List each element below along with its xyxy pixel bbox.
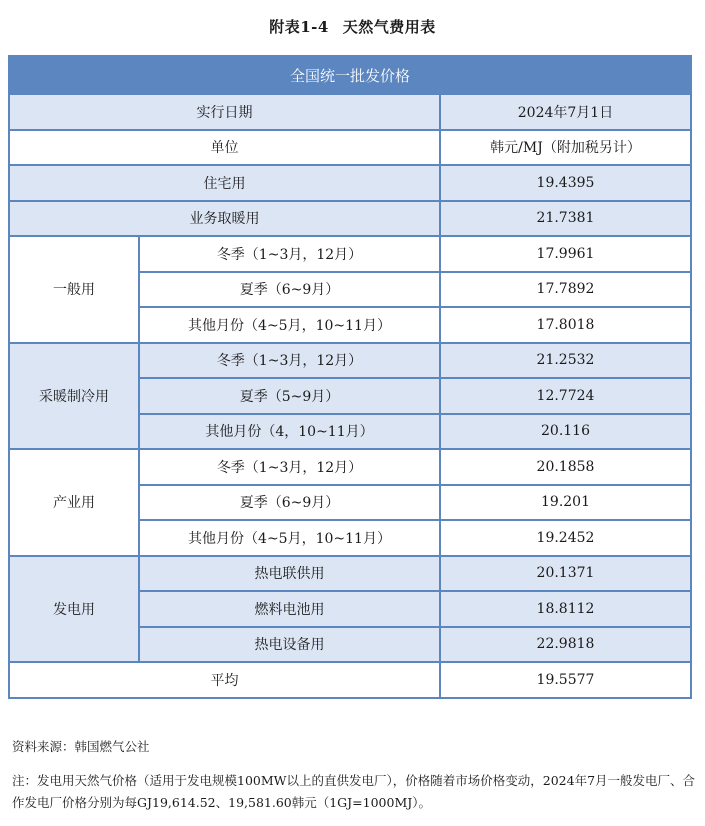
heating-cooling-label: 采暖制冷用 bbox=[9, 343, 139, 450]
effective-date-label: 实行日期 bbox=[9, 94, 440, 130]
heating-cooling-season-3: 其他月份（4，10~11月） bbox=[139, 414, 440, 450]
residential-row bbox=[9, 165, 691, 201]
unit-label: 单位 bbox=[9, 130, 440, 166]
industrial-season-3: 其他月份（4~5月，10~11月） bbox=[139, 520, 440, 556]
table-header: 全国统一批发价格 bbox=[9, 56, 691, 94]
table-title-text: 天然气费用表 bbox=[342, 18, 436, 36]
business-heating-label: 业务取暖用 bbox=[9, 201, 440, 237]
gas-price-table bbox=[8, 55, 692, 699]
industrial-row-1 bbox=[9, 449, 691, 485]
power-type-1: 热电联供用 bbox=[139, 556, 440, 592]
business-heating-row bbox=[9, 201, 691, 237]
heating-cooling-value-2: 12.7724 bbox=[440, 378, 691, 414]
unit-row bbox=[9, 130, 691, 166]
power-label: 发电用 bbox=[9, 556, 139, 663]
source-note: 资料来源：韩国燃气公社 bbox=[12, 739, 150, 754]
industrial-label: 产业用 bbox=[9, 449, 139, 556]
power-type-3: 热电设备用 bbox=[139, 627, 440, 663]
average-label: 平均 bbox=[9, 662, 440, 698]
footnote: 注：发电用天然气价格（适用于发电规模100MW以上的直供发电厂），价格随着市场价格变动，2024年7月一般发电厂、合作发电厂价格分别为每GJ19,614.52、19,581.60韩元（1GJ=1000MJ）。 bbox=[12, 773, 696, 810]
general-label: 一般用 bbox=[9, 236, 139, 343]
unit-value: 韩元/MJ（附加税另计） bbox=[440, 130, 691, 166]
table-number: 附表1-4 bbox=[269, 18, 329, 36]
table-header-row bbox=[9, 56, 691, 94]
average-value: 19.5577 bbox=[440, 662, 691, 698]
power-value-1: 20.1371 bbox=[440, 556, 691, 592]
general-value-1: 17.9961 bbox=[440, 236, 691, 272]
power-row-1 bbox=[9, 556, 691, 592]
industrial-season-1: 冬季（1~3月，12月） bbox=[139, 449, 440, 485]
power-type-2: 燃料电池用 bbox=[139, 591, 440, 627]
heating-cooling-value-3: 20.116 bbox=[440, 414, 691, 450]
power-value-2: 18.8112 bbox=[440, 591, 691, 627]
heating-cooling-season-2: 夏季（5~9月） bbox=[139, 378, 440, 414]
business-heating-value: 21.7381 bbox=[440, 201, 691, 237]
general-season-2: 夏季（6~9月） bbox=[139, 272, 440, 308]
heating-cooling-value-1: 21.2532 bbox=[440, 343, 691, 379]
heating-cooling-season-1: 冬季（1~3月，12月） bbox=[139, 343, 440, 379]
industrial-value-2: 19.201 bbox=[440, 485, 691, 521]
table-title bbox=[0, 16, 705, 37]
general-row-1 bbox=[9, 236, 691, 272]
power-value-3: 22.9818 bbox=[440, 627, 691, 663]
effective-date-value: 2024年7月1日 bbox=[440, 94, 691, 130]
industrial-season-2: 夏季（6~9月） bbox=[139, 485, 440, 521]
residential-label: 住宅用 bbox=[9, 165, 440, 201]
industrial-value-3: 19.2452 bbox=[440, 520, 691, 556]
general-season-1: 冬季（1~3月，12月） bbox=[139, 236, 440, 272]
industrial-value-1: 20.1858 bbox=[440, 449, 691, 485]
general-value-3: 17.8018 bbox=[440, 307, 691, 343]
average-row bbox=[9, 662, 691, 698]
effective-date-row bbox=[9, 94, 691, 130]
residential-value: 19.4395 bbox=[440, 165, 691, 201]
heating-cooling-row-1 bbox=[9, 343, 691, 379]
general-value-2: 17.7892 bbox=[440, 272, 691, 308]
general-season-3: 其他月份（4~5月，10~11月） bbox=[139, 307, 440, 343]
